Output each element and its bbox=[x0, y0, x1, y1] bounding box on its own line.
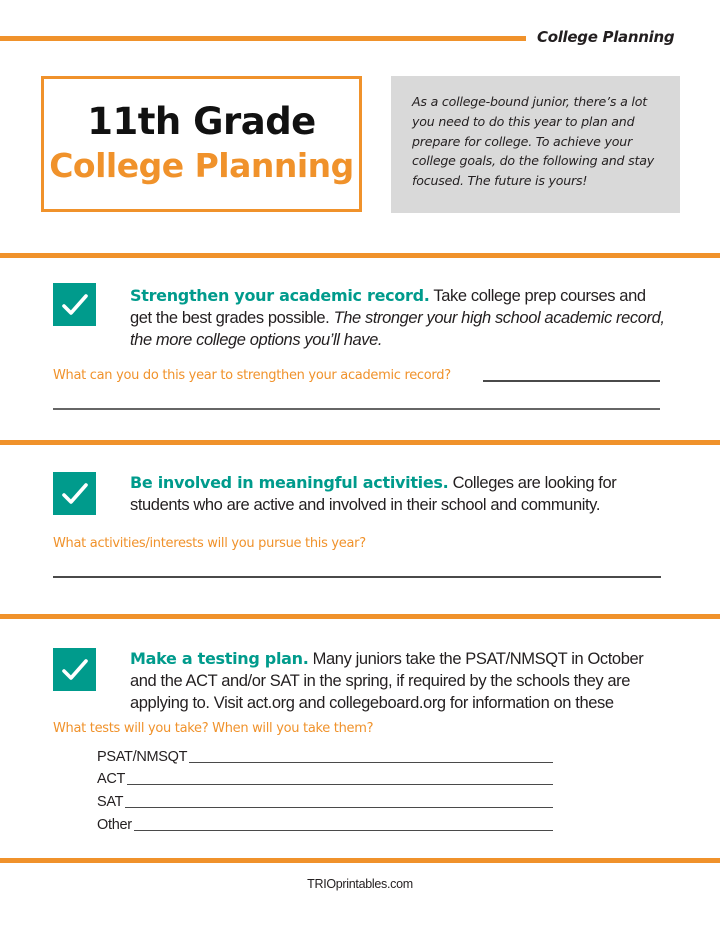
title-subject: College Planning bbox=[49, 146, 354, 185]
test-answer-line[interactable] bbox=[125, 807, 553, 808]
section-heading: Strengthen your academic record. bbox=[130, 286, 430, 305]
section-body: Take college prep courses and get the best grades possible. bbox=[130, 287, 646, 327]
section-activities-text bbox=[130, 472, 670, 516]
section-academic-text bbox=[130, 285, 670, 351]
section-heading: Be involved in meaningful activities. bbox=[130, 473, 449, 492]
section-body: Many juniors take the PSAT/NMSQT in October and the ACT and/or SAT in the spring, if required by the schools they are applying to. Visit act.org and collegeboard.org for information on these bbox=[130, 650, 644, 712]
footer-site: TRIOprintables.com bbox=[307, 877, 413, 891]
section-body: Colleges are looking for students who are active and involved in their school and community. bbox=[130, 474, 617, 514]
checkmark-icon bbox=[53, 283, 96, 326]
section-divider bbox=[0, 614, 720, 619]
header-rule bbox=[0, 36, 526, 41]
academic-answer-line-1[interactable] bbox=[483, 380, 660, 382]
test-answer-line[interactable] bbox=[134, 830, 553, 831]
title-box bbox=[41, 76, 362, 212]
intro-box bbox=[391, 76, 680, 213]
test-row-sat[interactable] bbox=[97, 790, 553, 810]
section-testing-text bbox=[130, 648, 670, 714]
checkmark-icon bbox=[53, 472, 96, 515]
test-label: PSAT/NMSQT bbox=[97, 749, 188, 765]
section-body-italic: The stronger your high school academic record, the more college options you’ll have. bbox=[130, 309, 665, 349]
footer-rule bbox=[0, 858, 720, 863]
test-row-act[interactable] bbox=[97, 767, 553, 787]
section-divider bbox=[0, 440, 720, 445]
section-heading: Make a testing plan. bbox=[130, 649, 309, 668]
testing-prompt: What tests will you take? When will you take them? bbox=[53, 721, 374, 736]
activities-answer-line[interactable] bbox=[53, 576, 661, 578]
academic-answer-line-2[interactable] bbox=[53, 408, 660, 410]
running-title: College Planning bbox=[537, 28, 675, 46]
test-answer-line[interactable] bbox=[189, 762, 553, 763]
intro-text: As a college-bound junior, there’s a lot you need to do this year to plan and prepare for college. To achieve your college goals, do the following and stay focused. The future is yours! bbox=[412, 94, 654, 189]
checkmark-icon bbox=[53, 648, 96, 691]
section-divider bbox=[0, 253, 720, 258]
test-row-other[interactable] bbox=[97, 813, 553, 833]
test-row-psat[interactable] bbox=[97, 745, 553, 765]
activities-prompt: What activities/interests will you pursue this year? bbox=[53, 536, 366, 551]
test-answer-line[interactable] bbox=[127, 784, 553, 785]
test-label: ACT bbox=[97, 771, 126, 787]
test-label: SAT bbox=[97, 794, 124, 810]
title-grade: 11th Grade bbox=[87, 100, 316, 143]
test-label: Other bbox=[97, 817, 132, 833]
academic-prompt: What can you do this year to strengthen your academic record? bbox=[53, 368, 451, 383]
